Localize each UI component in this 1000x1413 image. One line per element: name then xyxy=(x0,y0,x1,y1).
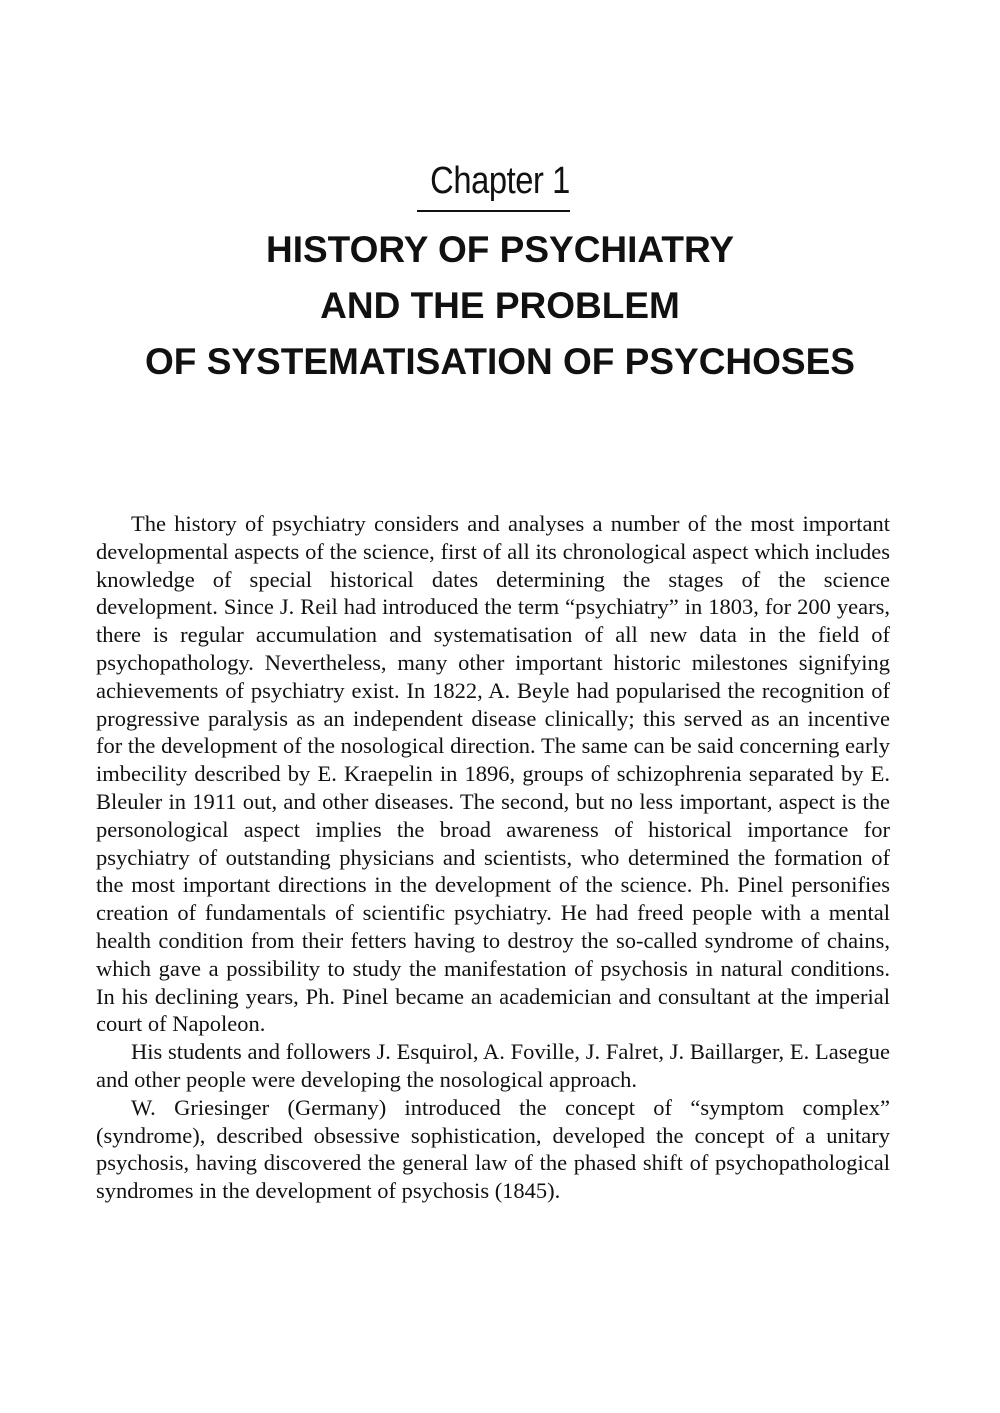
paragraph-3: W. Griesinger (Germany) introduced the concept of “symptom complex” (syndrome), described obsessive sophistication, developed the concept of a unitary psychosis, having discovered the general law of the phased shift of psychopathological syndromes in the development of psychosis (1845). xyxy=(96,1094,890,1204)
chapter-title-line-1: HISTORY OF PSYCHIATRY xyxy=(265,229,735,270)
chapter-underline xyxy=(417,210,570,212)
chapter-title-line-2: AND THE PROBLEM xyxy=(320,285,680,326)
chapter-title-line-3: OF SYSTEMATISATION OF PSYCHOSES xyxy=(145,341,855,382)
paragraph-2: His students and followers J. Esquirol, A. Foville, J. Falret, J. Baillarger, E. Lasegue and other people were developing the nosological approach. xyxy=(96,1039,890,1092)
body-text xyxy=(96,510,890,1205)
chapter-label: Chapter 1 xyxy=(430,160,570,202)
chapter-title xyxy=(40,222,960,390)
paragraph-1: The history of psychiatry considers and analyses a number of the most important developmental aspects of the science, first of all its chronological aspect which includes knowledge of special historical dates determining the stages of the science development. Since J. Reil had introduced the term “psychiatry” in 1803, for 200 years, there is regular accumulation and systematisation of all new data in the field of psychopathology. Nevertheless, many other important historic milestones signifying achievements of psychiatry exist. In 1822, A. Beyle had popularised the recognition of progressive paralysis as an independent disease clinically; this served as an incentive for the development of the nosological direction. The same can be said concerning early imbecility described by E. Kraepelin in 1896, groups of schizophrenia separated by E. Bleuler in 1911 out, and other diseases. The second, but no less important, aspect is the personological aspect implies the broad awareness of historical importance for psychiatry of outstanding physicians and scientists, who determined the formation of the most important directions in the development of the science. Ph. Pinel personifies creation of fundamentals of scientific psychiatry. He had freed people with a mental health condition from their fetters having to destroy the so-called syndrome of chains, which gave a possibility to study the manifestation of psychosis in natural conditions. In his declining years, Ph. Pinel became an academician and consultant at the imperial court of Napoleon. xyxy=(96,511,890,1037)
